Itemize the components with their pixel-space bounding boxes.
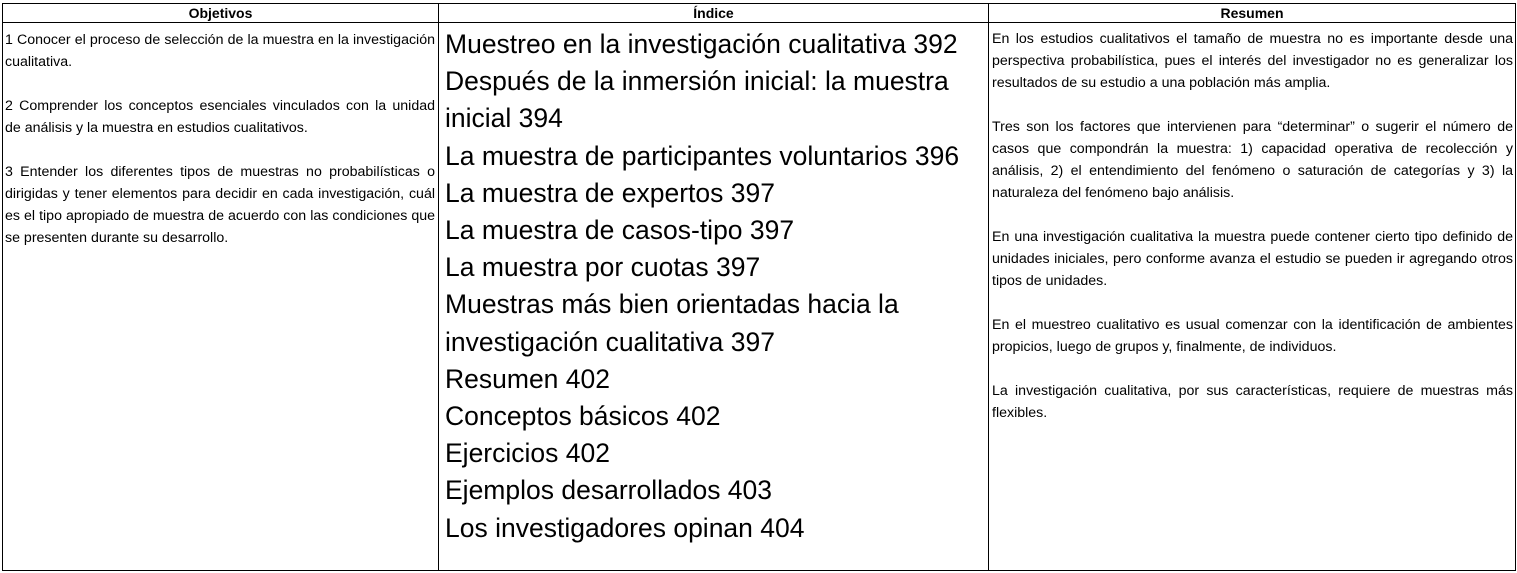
resumen-cell <box>989 23 1516 571</box>
header-resumen: Resumen <box>989 4 1516 23</box>
indice-item: La muestra de participantes voluntarios 396 <box>445 140 960 171</box>
indice-item: Muestras más bien orientadas hacia la investigación cualitativa 397 <box>445 289 899 357</box>
resumen-paragraph: En los estudios cualitativos el tamaño de muestra no es importante desde una perspectiva probabilística, pues el interés del investigador no es generalizar los resultados de su estudio a una población más amplia. <box>992 31 1513 91</box>
header-objetivos: Objetivos <box>3 4 439 23</box>
indice-item: La muestra por cuotas 397 <box>445 252 761 283</box>
objetivo-item: 1 Conocer el proceso de selección de la muestra en la investigación cualitativa. <box>5 32 435 70</box>
resumen-paragraph: En el muestreo cualitativo es usual comenzar con la identificación de ambientes propicios, luego de grupos y, finalmente, de individuos. <box>992 317 1513 355</box>
content-row <box>3 23 1516 571</box>
content-table <box>2 3 1516 571</box>
objetivo-item: 2 Comprender los conceptos esenciales vinculados con la unidad de análisis y la muestra en estudios cualitativos. <box>5 98 435 136</box>
indice-item: Conceptos básicos 402 <box>445 401 721 432</box>
objetivo-item: 3 Entender los diferentes tipos de muestras no probabilísticas o dirigidas y tener elementos para decidir en cada investigación, cuál es el tipo apropiado de muestra de acuerdo con las condiciones que se presenten durante su desarrollo. <box>5 164 435 246</box>
indice-item: Los investigadores opinan 404 <box>445 512 805 543</box>
indice-item: Ejercicios 402 <box>445 438 610 469</box>
resumen-paragraph: Tres son los factores que intervienen para “determinar” o sugerir el número de casos que compondrán la muestra: 1) capacidad operativa de recolección y análisis, 2) el entendimiento del fenómeno o saturación de categorías y 3) la naturaleza del fenómeno bajo análisis. <box>992 119 1513 201</box>
indice-cell <box>439 23 989 571</box>
resumen-paragraph: En una investigación cualitativa la muestra puede contener cierto tipo definido de unidades iniciales, pero conforme avanza el estudio se pueden ir agregando otros tipos de unidades. <box>992 229 1513 289</box>
indice-item: La muestra de casos-tipo 397 <box>445 215 795 246</box>
indice-item: Después de la inmersión inicial: la muestra inicial 394 <box>445 66 949 134</box>
indice-item: Muestreo en la investigación cualitativa 392 <box>445 29 958 59</box>
indice-item: Resumen 402 <box>445 363 610 394</box>
header-row <box>3 4 1516 23</box>
header-indice: Índice <box>439 4 989 23</box>
indice-item: La muestra de expertos 397 <box>445 177 775 208</box>
indice-item: Ejemplos desarrollados 403 <box>445 475 773 506</box>
resumen-paragraph: La investigación cualitativa, por sus características, requiere de muestras más flexibles. <box>992 383 1513 421</box>
objetivos-cell <box>3 23 439 571</box>
